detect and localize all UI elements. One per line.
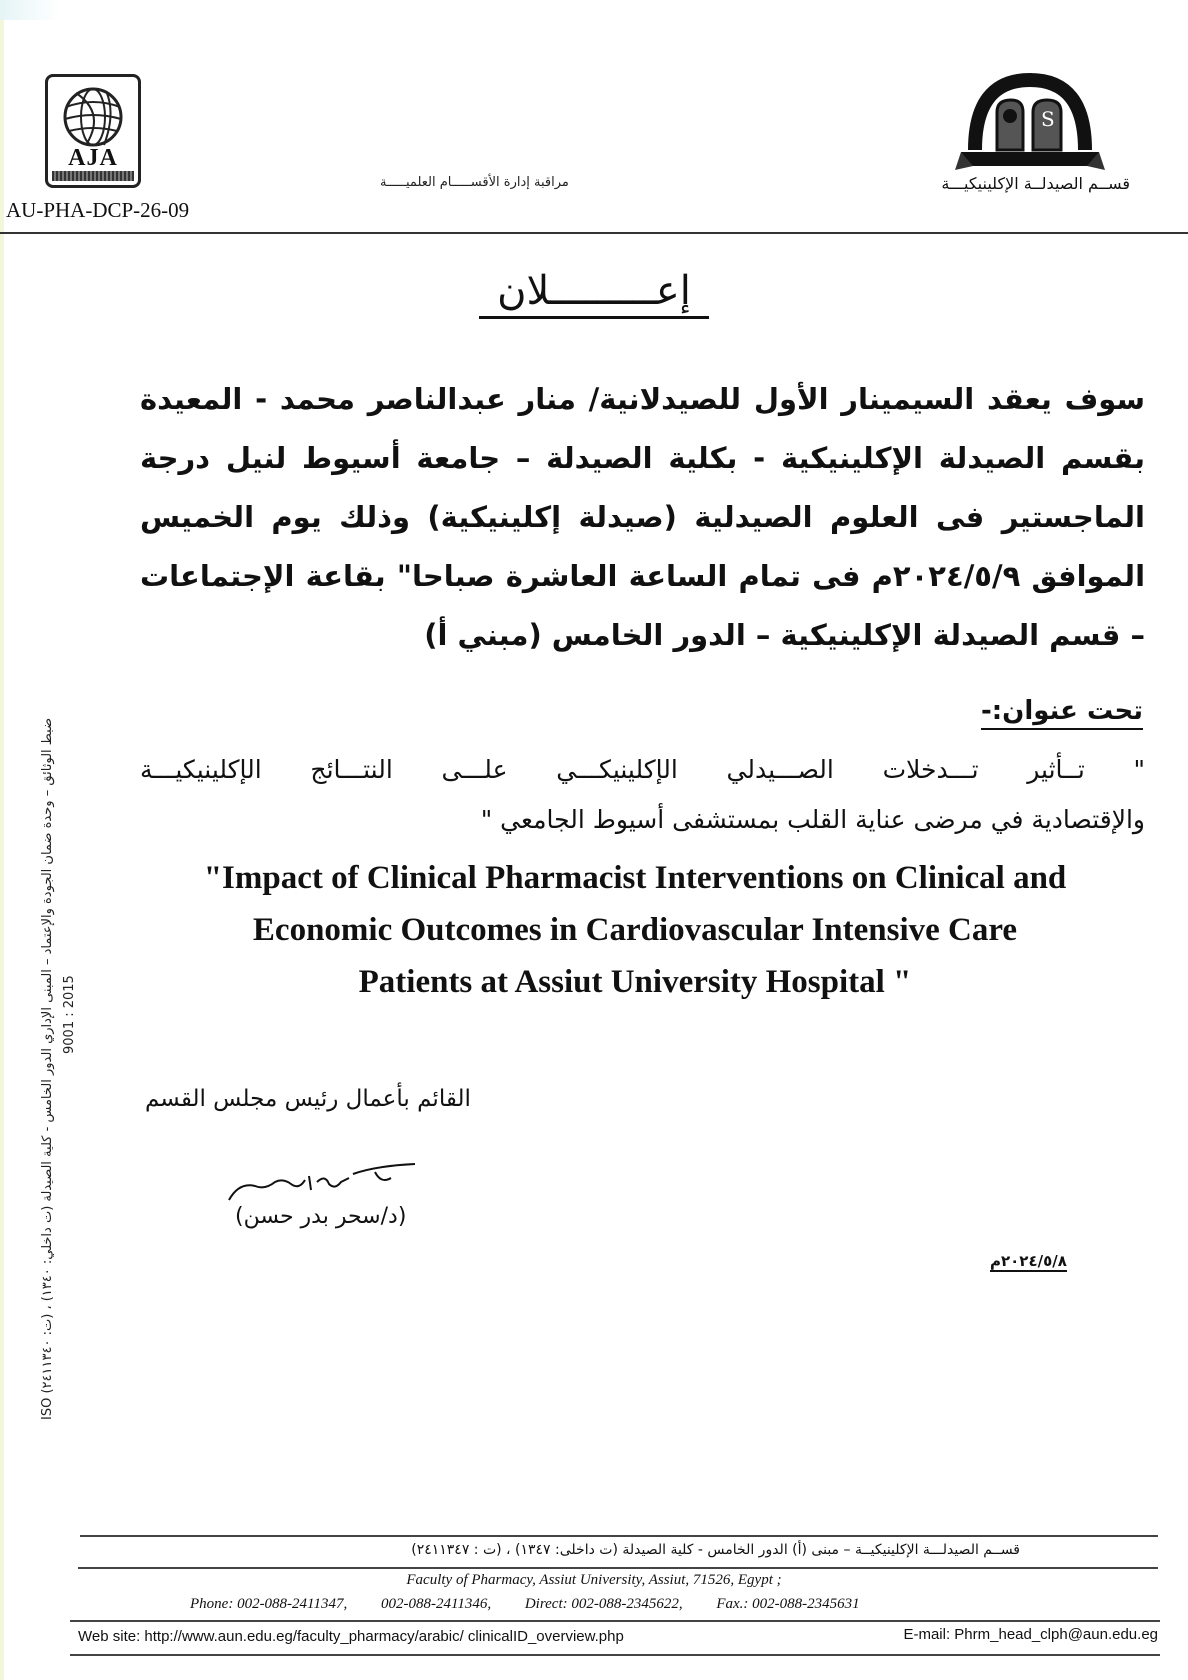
footer-divider	[78, 1567, 1158, 1569]
side-margin-quality-text: ضبط الوثائق – وحدة ضمان الجودة والإعتماد – المبنى الإداري الدور الخامس - كلية الصيدلة (ت داخلي: ١٣٤٠) ، (ت: ٢٤١١٣٤٠) ISO	[40, 717, 55, 1420]
announcement-title	[0, 268, 1188, 319]
announcement-title-text: إعـــــــــلان	[479, 268, 709, 319]
signatory-role: القائم بأعمال رئيس مجلس القسم	[145, 1086, 471, 1112]
body-line: سوف يعقد السيمينار الأول للصيدلانية/ منار عبدالناصر محمد - المعيدة	[140, 382, 1145, 416]
english-title-line: "Impact of Clinical Pharmacist Interventions on Clinical and	[203, 860, 1067, 896]
footer-faculty-address: Faculty of Pharmacy, Assiut University, Assiut, 71526, Egypt ;	[406, 1572, 782, 1588]
scan-artifact	[0, 0, 60, 20]
phone-number: 002-088-2411346,	[380, 1596, 492, 1612]
body-line: الماجستير فى العلوم الصيدلية (صيدلة إكلينيكية) وذلك يوم الخميس	[140, 500, 1145, 534]
fax-number: Fax.: 002-088-2345631	[716, 1596, 860, 1612]
subject-label: تحت عنوان:-	[981, 694, 1143, 730]
footer-website: Web site: http://www.aun.edu.eg/faculty_pharmacy/arabic/ clinicalID_overview.php	[78, 1628, 624, 1645]
aja-logo-text: AJA	[68, 145, 118, 171]
side-margin-iso-text: 9001 : 2015	[62, 975, 77, 1054]
footer-arabic-address: قســم الصيدلـــة الإكلينيكيــة – مبنى (أ) الدور الخامس - كلية الصيدلة (ت داخلى: ١٣٤٧) ، (ت : ٢٤١١٣٤٧)	[411, 1542, 1020, 1558]
footer-divider	[70, 1620, 1160, 1622]
scan-edge	[0, 0, 4, 1680]
header-divider	[0, 232, 1188, 234]
arabic-title-line: " تــأثير تـــدخلات الصـــيدلي الإكلينيكـــي علـــى النتـــائج الإكلينيكيـــة	[140, 755, 1145, 784]
arabic-title-line: والإقتصادية في مرضى عناية القلب بمستشفى أسيوط الجامعي "	[480, 805, 1145, 834]
footer-divider	[70, 1654, 1160, 1656]
english-title-line: Patients at Assiut University Hospital "	[358, 964, 912, 1000]
english-title-line: Economic Outcomes in Cardiovascular Intensive Care	[252, 912, 1018, 948]
body-line: الموافق ٢٠٢٤/٥/٩م فى تمام الساعة العاشرة صباحا" بقاعة الإجتماعات	[140, 559, 1146, 593]
faculty-logo	[955, 70, 1105, 180]
arabic-thesis-title	[140, 745, 1145, 845]
document-code: AU-PHA-DCP-26-09	[6, 198, 190, 222]
english-thesis-title	[130, 852, 1140, 1008]
announcement-body	[140, 370, 1145, 665]
aja-logo	[45, 74, 141, 188]
body-line: بقسم الصيدلة الإكلينيكية - بكلية الصيدلة – جامعة أسيوط لنيل درجة	[140, 441, 1145, 475]
footer-email: E-mail: Phrm_head_clph@aun.edu.eg	[903, 1626, 1158, 1643]
footer-phone-numbers	[190, 1596, 890, 1613]
signatory-name: (د/سحر بدر حسن)	[235, 1204, 407, 1229]
globe-icon	[56, 83, 130, 147]
monitor-department-label: مراقبة إدارة الأقســـــام العلميـــــة	[380, 175, 569, 190]
phone-number: Phone: 002-088-2411347,	[190, 1596, 348, 1612]
department-name: قســم الصيدلــة الإكلينيكيـــة	[941, 174, 1130, 193]
handwritten-signature	[225, 1160, 425, 1206]
direct-number: Direct: 002-088-2345622,	[524, 1596, 683, 1612]
logo-grass	[52, 171, 134, 181]
document-date: ٢٠٢٤/٥/٨م	[990, 1252, 1067, 1270]
body-line: – قسم الصيدلة الإكلينيكية – الدور الخامس (مبني أ)	[424, 618, 1145, 652]
footer-divider	[80, 1535, 1158, 1537]
svg-text:S: S	[1041, 107, 1055, 131]
